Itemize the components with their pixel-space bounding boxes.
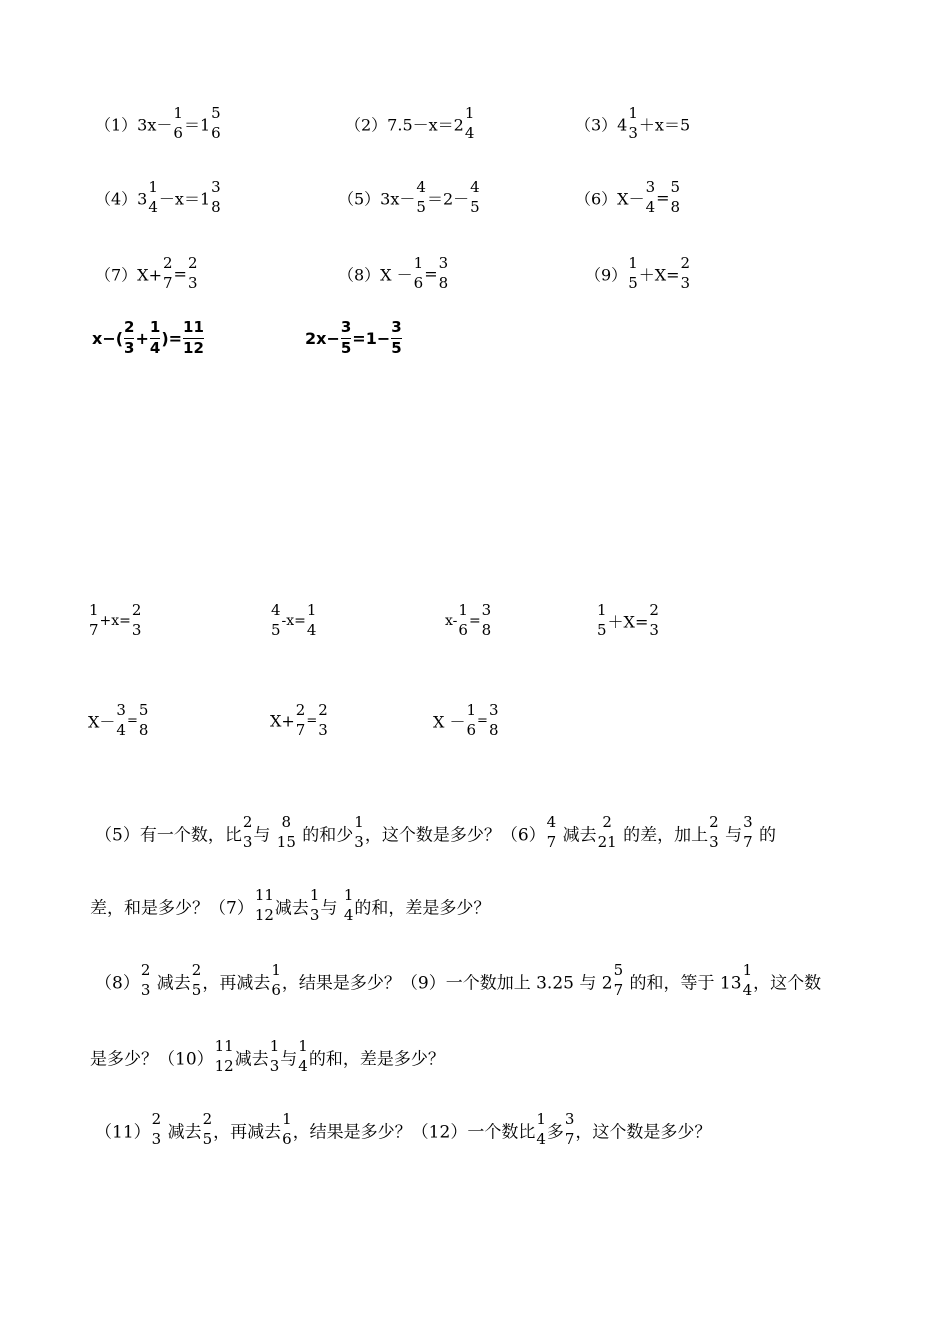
numerator: 3 bbox=[391, 320, 401, 339]
denominator: 3 bbox=[318, 720, 328, 739]
denominator: 4 bbox=[298, 1056, 308, 1075]
equation-4 bbox=[95, 180, 222, 216]
text-segment: ，这个数 bbox=[753, 973, 822, 994]
text-segment: = bbox=[126, 713, 138, 729]
text-segment: 的和少 bbox=[302, 825, 354, 846]
numerator: 4 bbox=[271, 601, 281, 619]
numerator: 3 bbox=[488, 701, 499, 719]
denominator: 7 bbox=[162, 273, 173, 292]
text-segment: = bbox=[477, 713, 488, 729]
equation-7 bbox=[95, 256, 198, 292]
denominator: 5 bbox=[416, 197, 426, 216]
fraction bbox=[743, 963, 753, 999]
fraction bbox=[614, 963, 624, 999]
numerator: 2 bbox=[191, 961, 202, 979]
fraction bbox=[132, 603, 142, 639]
fraction bbox=[709, 815, 719, 851]
word-problem-line-5 bbox=[95, 1112, 711, 1148]
text-segment: ＝1 bbox=[183, 115, 211, 135]
fraction bbox=[152, 1112, 162, 1148]
denominator: 5 bbox=[470, 197, 480, 216]
text-segment: x- bbox=[445, 612, 458, 629]
text-segment: （5）3x－ bbox=[338, 189, 416, 209]
text-segment: 减去 bbox=[156, 973, 191, 994]
text-segment: 减去 bbox=[167, 1122, 202, 1143]
fraction bbox=[489, 703, 499, 739]
text-segment: 2x− bbox=[305, 328, 340, 348]
text-segment: （1）3x－ bbox=[95, 115, 173, 135]
text-segment: = bbox=[306, 713, 318, 729]
numerator: 1 bbox=[354, 813, 364, 831]
text-segment: -x= bbox=[281, 612, 306, 629]
text-segment: X－ bbox=[88, 712, 116, 732]
text-segment: = bbox=[656, 188, 670, 208]
numerator: 1 bbox=[271, 961, 281, 979]
numerator: 2 bbox=[162, 254, 173, 272]
fraction bbox=[271, 603, 281, 639]
fraction bbox=[482, 603, 492, 639]
text-segment: ，这个数是多少？（6） bbox=[364, 825, 546, 846]
numerator: 1 bbox=[309, 886, 320, 904]
fraction bbox=[211, 180, 221, 216]
fraction bbox=[414, 256, 424, 292]
text-segment: 与 bbox=[725, 825, 743, 846]
denominator: 3 bbox=[151, 1129, 162, 1148]
denominator: 3 bbox=[140, 980, 151, 999]
denominator: 7 bbox=[613, 980, 624, 999]
text-segment: +x= bbox=[99, 612, 131, 629]
fraction bbox=[282, 1112, 292, 1148]
denominator: 4 bbox=[149, 338, 161, 357]
text-segment: 的差，加上 bbox=[623, 825, 709, 846]
denominator: 6 bbox=[466, 720, 477, 739]
fraction bbox=[148, 180, 158, 216]
denominator: 6 bbox=[413, 273, 424, 292]
word-problem-line-4 bbox=[90, 1039, 445, 1075]
text-segment: 减去 bbox=[234, 1049, 269, 1070]
denominator: 5 bbox=[340, 338, 352, 357]
fraction bbox=[547, 815, 557, 851]
fraction bbox=[271, 963, 281, 999]
numerator: 1 bbox=[269, 1037, 280, 1055]
denominator: 3 bbox=[187, 273, 198, 292]
denominator: 8 bbox=[211, 197, 221, 216]
numerator: 5 bbox=[138, 701, 149, 719]
numerator: 1 bbox=[89, 601, 99, 619]
denominator: 7 bbox=[564, 1129, 575, 1148]
fraction bbox=[743, 815, 753, 851]
equation-row4-1 bbox=[88, 603, 142, 639]
numerator: 3 bbox=[341, 320, 351, 339]
denominator: 8 bbox=[481, 620, 492, 639]
numerator: 2 bbox=[187, 254, 198, 272]
denominator: 4 bbox=[306, 620, 317, 639]
numerator: 2 bbox=[318, 701, 328, 719]
denominator: 7 bbox=[546, 832, 557, 851]
equation-row4-4 bbox=[596, 603, 660, 639]
denominator: 8 bbox=[138, 720, 149, 739]
text-segment: ，结果是多少？（12）一个数比 bbox=[292, 1122, 536, 1143]
numerator: 1 bbox=[628, 104, 638, 122]
fraction bbox=[354, 815, 364, 851]
text-segment: －x＝1 bbox=[158, 189, 211, 209]
equation-6 bbox=[575, 180, 681, 216]
denominator: 6 bbox=[271, 980, 281, 999]
fraction bbox=[150, 320, 160, 357]
fraction bbox=[681, 256, 691, 292]
denominator: 7 bbox=[295, 720, 306, 739]
fraction bbox=[173, 106, 183, 142]
text-segment: 与 bbox=[253, 825, 271, 846]
numerator: 2 bbox=[242, 813, 253, 831]
fraction bbox=[597, 603, 607, 639]
denominator: 4 bbox=[645, 197, 656, 216]
text-segment: 差，和是多少？（7） bbox=[90, 898, 254, 919]
fraction bbox=[439, 256, 449, 292]
fraction bbox=[416, 180, 426, 216]
fraction bbox=[192, 963, 202, 999]
fraction bbox=[270, 1039, 280, 1075]
numerator: 1 bbox=[306, 601, 317, 619]
text-segment: ，结果是多少？（9）一个数加上 3.25 与 2 bbox=[281, 973, 613, 994]
text-segment: =1− bbox=[352, 328, 391, 348]
numerator: 2 bbox=[295, 701, 306, 719]
fraction bbox=[536, 1112, 546, 1148]
text-segment: ，再减去 bbox=[202, 973, 271, 994]
denominator: 4 bbox=[148, 197, 158, 216]
fraction bbox=[141, 963, 151, 999]
text-segment: （8） bbox=[95, 973, 140, 994]
fraction bbox=[649, 603, 659, 639]
fraction bbox=[298, 1039, 308, 1075]
denominator: 5 bbox=[597, 620, 607, 639]
text-segment: （8）X － bbox=[338, 265, 413, 285]
text-segment: = bbox=[468, 612, 481, 629]
numerator: 1 bbox=[464, 104, 475, 122]
text-segment: = bbox=[173, 264, 187, 284]
text-segment: ，再减去 bbox=[213, 1122, 282, 1143]
numerator: 2 bbox=[709, 813, 719, 831]
denominator: 4 bbox=[536, 1129, 546, 1148]
word-problem-line-1 bbox=[95, 815, 776, 851]
fraction bbox=[211, 106, 221, 142]
equation-3 bbox=[575, 106, 690, 142]
denominator: 3 bbox=[649, 620, 659, 639]
fraction bbox=[243, 815, 253, 851]
denominator: 12 bbox=[254, 905, 274, 924]
text-segment: ＋X= bbox=[607, 612, 649, 632]
fraction bbox=[183, 320, 204, 357]
numerator: 3 bbox=[564, 1110, 575, 1128]
equation-5 bbox=[338, 180, 481, 216]
numerator: 5 bbox=[211, 104, 221, 122]
fraction bbox=[341, 320, 351, 357]
denominator: 4 bbox=[742, 980, 753, 999]
denominator: 7 bbox=[89, 620, 99, 639]
numerator: 1 bbox=[343, 886, 354, 904]
fraction bbox=[628, 256, 638, 292]
text-segment: ＋x＝5 bbox=[638, 115, 691, 135]
numerator: 4 bbox=[416, 178, 426, 196]
fraction bbox=[628, 106, 638, 142]
denominator: 6 bbox=[173, 123, 183, 142]
numerator: 1 bbox=[298, 1037, 308, 1055]
text-segment: x−( bbox=[92, 328, 124, 348]
equation-row4-2 bbox=[270, 603, 317, 639]
text-segment: 与 bbox=[320, 898, 338, 919]
denominator: 3 bbox=[628, 123, 638, 142]
numerator: 1 bbox=[413, 254, 424, 272]
text-segment: 与 bbox=[280, 1049, 298, 1070]
numerator: 3 bbox=[743, 813, 753, 831]
numerator: 1 bbox=[282, 1110, 292, 1128]
fraction bbox=[188, 256, 198, 292]
numerator: 3 bbox=[438, 254, 449, 272]
numerator: 2 bbox=[131, 601, 142, 619]
numerator: 8 bbox=[281, 813, 292, 831]
denominator: 8 bbox=[670, 197, 681, 216]
fraction bbox=[671, 180, 681, 216]
denominator: 3 bbox=[131, 620, 142, 639]
fraction bbox=[646, 180, 656, 216]
numerator: 1 bbox=[466, 701, 477, 719]
numerator: 11 bbox=[214, 1037, 234, 1055]
word-problem-line-2 bbox=[90, 888, 490, 924]
text-segment: + bbox=[135, 328, 149, 348]
equation-1 bbox=[95, 106, 222, 142]
denominator: 8 bbox=[488, 720, 499, 739]
text-segment: = bbox=[424, 264, 438, 284]
fraction bbox=[470, 180, 480, 216]
denominator: 6 bbox=[282, 1129, 292, 1148]
text-segment: )= bbox=[161, 328, 183, 348]
denominator: 15 bbox=[276, 832, 296, 851]
text-segment: （4）3 bbox=[95, 189, 148, 209]
numerator: 2 bbox=[202, 1110, 213, 1128]
fraction bbox=[203, 1112, 213, 1148]
denominator: 21 bbox=[597, 832, 617, 851]
text-segment: 减去 bbox=[274, 898, 309, 919]
numerator: 1 bbox=[150, 320, 160, 339]
fraction bbox=[391, 320, 401, 357]
text-segment: 的 bbox=[759, 825, 777, 846]
fraction bbox=[310, 888, 320, 924]
equation-row5-1 bbox=[88, 703, 149, 739]
text-segment: ＋X= bbox=[638, 265, 680, 285]
numerator: 11 bbox=[254, 886, 274, 904]
denominator: 8 bbox=[438, 273, 449, 292]
denominator: 3 bbox=[680, 273, 691, 292]
text-segment: 的和，等于 13 bbox=[629, 973, 742, 994]
numerator: 2 bbox=[649, 601, 659, 619]
fraction bbox=[139, 703, 149, 739]
numerator: 3 bbox=[116, 701, 126, 719]
numerator: 1 bbox=[742, 961, 753, 979]
equation-8 bbox=[338, 256, 449, 292]
text-segment: 多 bbox=[546, 1122, 564, 1143]
text-segment: 的和，差是多少？ bbox=[354, 898, 491, 919]
fraction bbox=[277, 815, 296, 851]
denominator: 3 bbox=[709, 832, 719, 851]
numerator: 2 bbox=[602, 813, 612, 831]
fraction bbox=[344, 888, 354, 924]
text-segment: X+ bbox=[270, 711, 295, 731]
equation-2 bbox=[345, 106, 475, 142]
denominator: 5 bbox=[191, 980, 202, 999]
denominator: 3 bbox=[124, 338, 135, 357]
fraction bbox=[598, 815, 617, 851]
text-segment: ＝2－ bbox=[426, 189, 470, 209]
numerator: 4 bbox=[546, 813, 557, 831]
equation-row5-2 bbox=[270, 703, 329, 739]
text-segment: （9） bbox=[585, 265, 628, 285]
denominator: 6 bbox=[211, 123, 221, 142]
fraction bbox=[466, 703, 476, 739]
equation-row4-3 bbox=[445, 603, 492, 639]
bold-equation-2 bbox=[305, 320, 403, 357]
denominator: 5 bbox=[202, 1129, 213, 1148]
text-segment: 是多少？（10） bbox=[90, 1049, 214, 1070]
word-problem-line-3 bbox=[95, 963, 821, 999]
text-segment: （7）X+ bbox=[95, 265, 162, 285]
numerator: 3 bbox=[481, 601, 492, 619]
numerator: 2 bbox=[151, 1110, 162, 1128]
fraction bbox=[116, 703, 126, 739]
fraction bbox=[307, 603, 317, 639]
text-segment: （5）有一个数，比 bbox=[95, 825, 242, 846]
numerator: 1 bbox=[628, 254, 638, 272]
numerator: 11 bbox=[183, 320, 204, 339]
denominator: 6 bbox=[458, 620, 468, 639]
fraction bbox=[255, 888, 274, 924]
fraction bbox=[163, 256, 173, 292]
text-segment: （2）7.5－x＝2 bbox=[345, 115, 464, 135]
fraction bbox=[465, 106, 475, 142]
numerator: 1 bbox=[458, 601, 468, 619]
bold-equation-1 bbox=[92, 320, 205, 357]
fraction bbox=[565, 1112, 575, 1148]
fraction bbox=[215, 1039, 234, 1075]
fraction bbox=[124, 320, 134, 357]
denominator: 5 bbox=[271, 620, 281, 639]
numerator: 1 bbox=[173, 104, 183, 122]
equation-9 bbox=[585, 256, 691, 292]
numerator: 5 bbox=[613, 961, 624, 979]
numerator: 2 bbox=[124, 320, 134, 339]
text-segment: ，这个数是多少？ bbox=[575, 1122, 712, 1143]
numerator: 3 bbox=[645, 178, 656, 196]
denominator: 5 bbox=[628, 273, 638, 292]
numerator: 3 bbox=[211, 178, 221, 196]
denominator: 5 bbox=[391, 338, 402, 357]
denominator: 7 bbox=[743, 832, 753, 851]
fraction bbox=[458, 603, 468, 639]
numerator: 1 bbox=[597, 601, 607, 619]
fraction bbox=[89, 603, 99, 639]
numerator: 1 bbox=[148, 178, 158, 196]
denominator: 3 bbox=[354, 832, 364, 851]
text-segment: 的和，差是多少？ bbox=[308, 1049, 445, 1070]
denominator: 12 bbox=[183, 338, 204, 357]
denominator: 3 bbox=[242, 832, 253, 851]
text-segment: （3）4 bbox=[575, 115, 628, 135]
denominator: 3 bbox=[269, 1056, 280, 1075]
numerator: 2 bbox=[680, 254, 691, 272]
text-segment: （6）X－ bbox=[575, 189, 645, 209]
denominator: 4 bbox=[116, 720, 126, 739]
numerator: 1 bbox=[536, 1110, 546, 1128]
denominator: 4 bbox=[343, 905, 354, 924]
fraction bbox=[318, 703, 328, 739]
numerator: 5 bbox=[670, 178, 681, 196]
denominator: 12 bbox=[214, 1056, 234, 1075]
text-segment: X － bbox=[433, 712, 466, 732]
fraction bbox=[296, 703, 306, 739]
equation-row5-3 bbox=[433, 703, 499, 739]
text-segment: （11） bbox=[95, 1122, 151, 1143]
denominator: 3 bbox=[309, 905, 320, 924]
numerator: 4 bbox=[470, 178, 480, 196]
text-segment: 减去 bbox=[562, 825, 597, 846]
denominator: 4 bbox=[464, 123, 475, 142]
numerator: 2 bbox=[140, 961, 151, 979]
